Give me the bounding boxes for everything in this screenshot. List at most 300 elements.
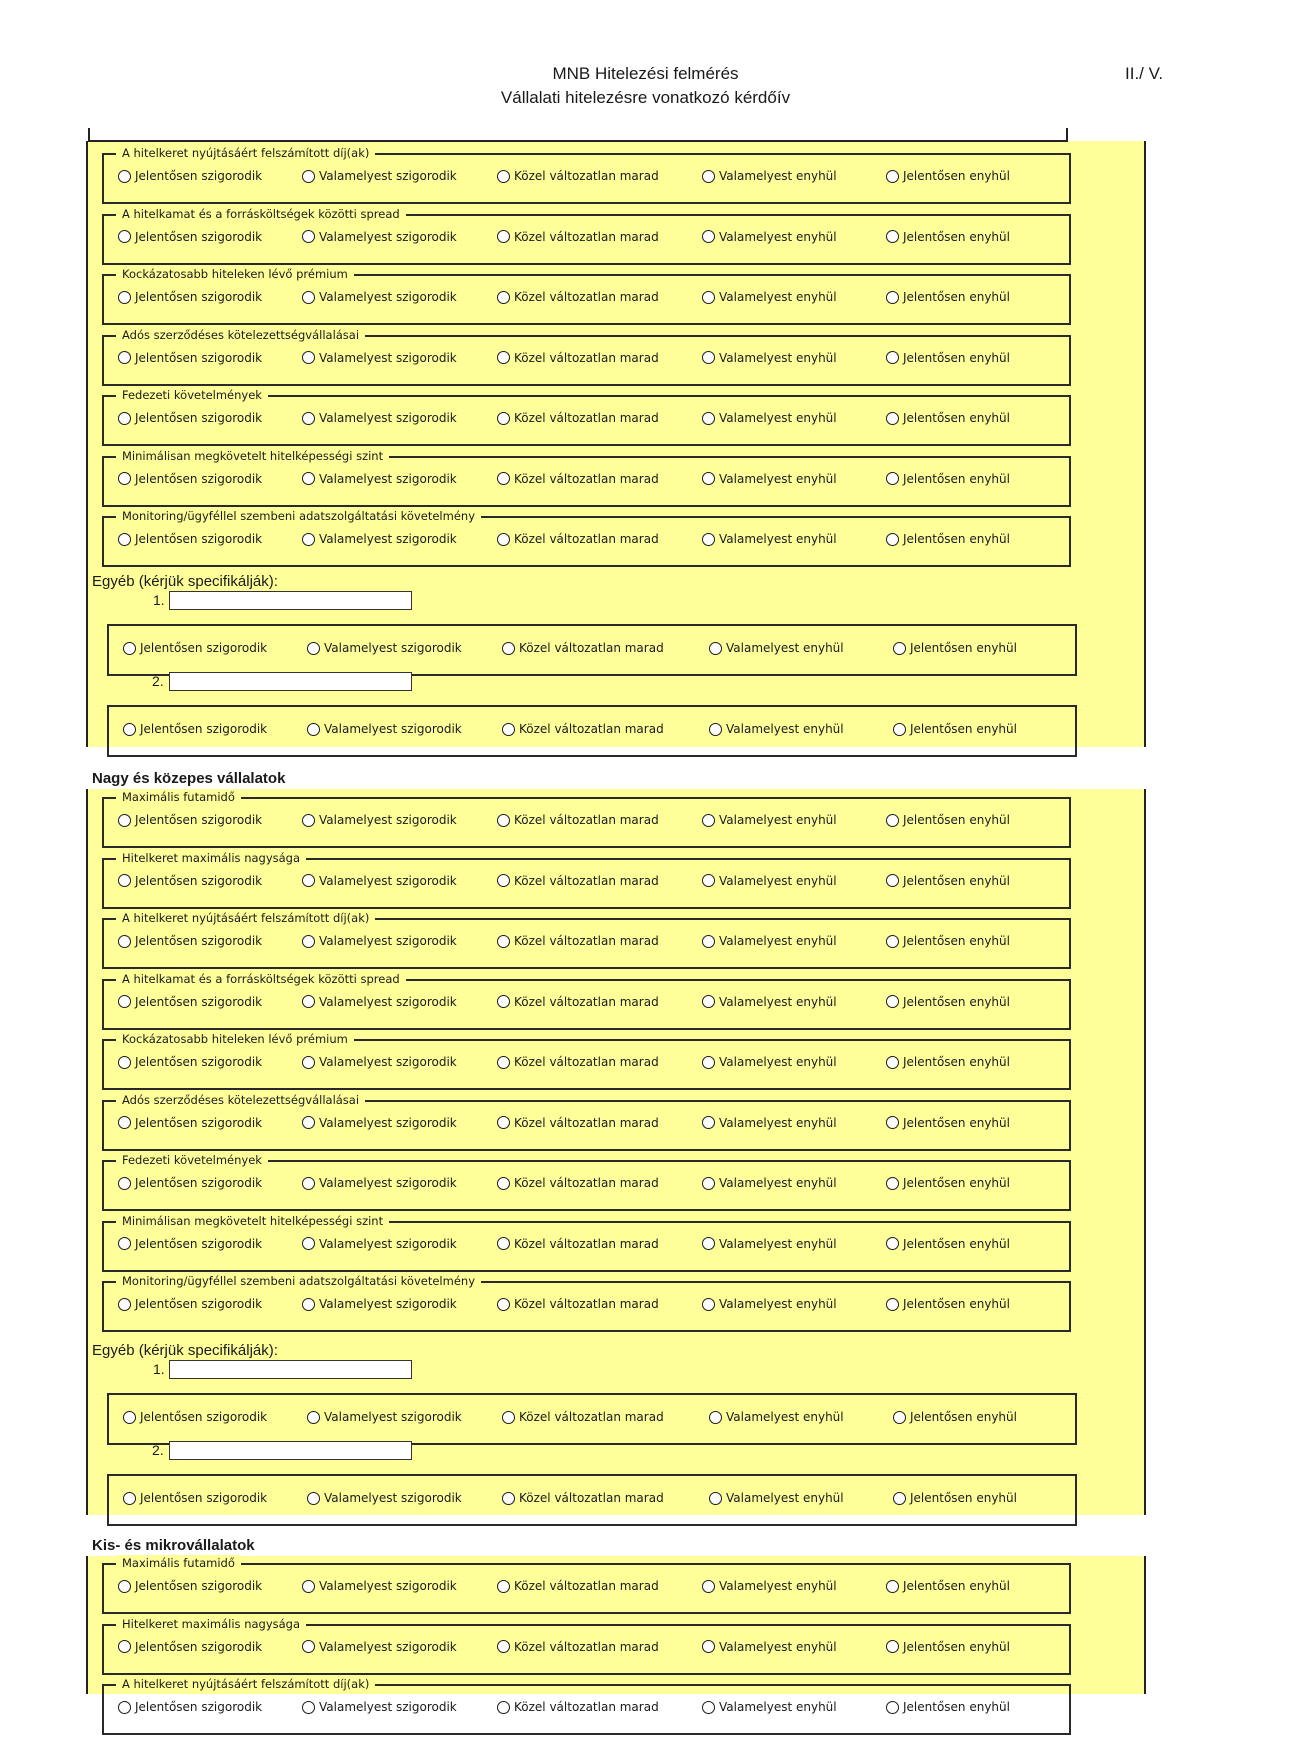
radio-option[interactable] xyxy=(497,932,659,950)
rating-group-legend: Fedezeti követelmények xyxy=(116,1152,268,1168)
radio-option[interactable] xyxy=(497,228,659,246)
radio-option-row xyxy=(118,1638,1061,1658)
radio-option[interactable] xyxy=(118,167,262,185)
radio-button-icon[interactable] xyxy=(886,533,899,546)
other-specify-label: Egyéb (kérjük specifikálják): xyxy=(92,573,278,590)
radio-button-icon[interactable] xyxy=(302,533,315,546)
radio-option[interactable] xyxy=(886,167,1010,185)
radio-option-label: Valamelyest enyhül xyxy=(719,1115,837,1130)
radio-option[interactable] xyxy=(702,167,837,185)
radio-button-icon[interactable] xyxy=(702,412,715,425)
radio-button-icon[interactable] xyxy=(497,291,510,304)
radio-button-icon[interactable] xyxy=(302,291,315,304)
radio-option[interactable] xyxy=(702,1053,837,1071)
radio-button-icon[interactable] xyxy=(302,472,315,485)
radio-option[interactable] xyxy=(886,1638,1010,1656)
radio-option[interactable] xyxy=(702,1174,837,1192)
radio-option[interactable] xyxy=(893,1408,1017,1426)
radio-button-icon[interactable] xyxy=(302,814,315,827)
radio-option-label: Valamelyest enyhül xyxy=(719,1297,837,1311)
other-specify-input[interactable] xyxy=(169,672,412,691)
radio-button-icon[interactable] xyxy=(497,533,510,546)
radio-button-icon[interactable] xyxy=(497,230,510,243)
radio-button-icon[interactable] xyxy=(497,814,510,827)
radio-option[interactable] xyxy=(702,1295,837,1313)
radio-button-icon[interactable] xyxy=(497,995,510,1008)
radio-button-icon[interactable] xyxy=(702,230,715,243)
radio-option[interactable] xyxy=(302,811,457,829)
radio-button-icon[interactable] xyxy=(302,1580,315,1593)
radio-option[interactable] xyxy=(302,1577,457,1595)
radio-button-icon[interactable] xyxy=(302,1701,315,1714)
radio-button-icon[interactable] xyxy=(307,1492,320,1505)
radio-button-icon[interactable] xyxy=(302,995,315,1008)
other-specify-input[interactable] xyxy=(169,591,412,610)
radio-option[interactable] xyxy=(302,1235,457,1253)
radio-option[interactable] xyxy=(886,288,1010,306)
radio-button-icon[interactable] xyxy=(497,874,510,887)
radio-option-label: Valamelyest enyhül xyxy=(726,1410,844,1424)
radio-option-label: Valamelyest szigorodik xyxy=(319,532,457,546)
radio-option[interactable] xyxy=(118,1638,262,1656)
radio-option[interactable] xyxy=(302,1698,457,1716)
radio-option[interactable] xyxy=(702,993,837,1011)
radio-option-label: Jelentősen szigorodik xyxy=(140,1410,268,1424)
radio-option[interactable] xyxy=(302,167,457,185)
radio-button-icon[interactable] xyxy=(886,412,899,425)
radio-button-icon[interactable] xyxy=(497,1298,510,1311)
radio-option-label: Valamelyest enyhül xyxy=(719,873,837,888)
radio-button-icon[interactable] xyxy=(886,1701,899,1714)
radio-button-icon[interactable] xyxy=(709,1411,722,1424)
radio-option-label: Jelentősen enyhül xyxy=(903,1700,1010,1714)
radio-option[interactable] xyxy=(307,639,462,657)
radio-button-icon[interactable] xyxy=(302,1177,315,1190)
radio-option[interactable] xyxy=(123,639,267,657)
radio-button-icon[interactable] xyxy=(886,291,899,304)
radio-option[interactable] xyxy=(702,288,837,306)
radio-option-label: Jelentősen enyhül xyxy=(903,532,1010,546)
rating-group xyxy=(102,146,1071,204)
radio-option[interactable] xyxy=(118,932,262,950)
radio-option-label: Valamelyest szigorodik xyxy=(319,873,457,888)
radio-button-icon[interactable] xyxy=(302,1298,315,1311)
radio-option-label: Jelentősen enyhül xyxy=(903,813,1010,827)
section-border-right xyxy=(1144,141,1146,747)
radio-button-icon[interactable] xyxy=(702,814,715,827)
radio-option[interactable] xyxy=(886,349,1010,367)
radio-option[interactable] xyxy=(302,1053,457,1071)
radio-option[interactable] xyxy=(702,1577,837,1595)
radio-option-label: Közel változatlan marad xyxy=(514,1579,659,1593)
radio-button-icon[interactable] xyxy=(502,642,515,655)
radio-option[interactable] xyxy=(497,811,659,829)
radio-button-icon[interactable] xyxy=(893,1492,906,1505)
radio-button-icon[interactable] xyxy=(886,874,899,887)
radio-button-icon[interactable] xyxy=(497,351,510,364)
radio-option[interactable] xyxy=(302,1114,457,1132)
radio-button-icon[interactable] xyxy=(118,1116,131,1129)
radio-button-icon[interactable] xyxy=(118,472,131,485)
radio-button-icon[interactable] xyxy=(118,814,131,827)
radio-button-icon[interactable] xyxy=(497,412,510,425)
radio-button-icon[interactable] xyxy=(123,1411,136,1424)
rating-group xyxy=(102,1274,1071,1332)
radio-button-icon[interactable] xyxy=(118,291,131,304)
other-specify-input[interactable] xyxy=(169,1441,412,1460)
radio-option[interactable] xyxy=(886,1174,1010,1192)
radio-option[interactable] xyxy=(702,932,837,950)
radio-option-row xyxy=(118,1174,1061,1194)
radio-option-label: Jelentősen szigorodik xyxy=(135,290,263,304)
radio-option[interactable] xyxy=(118,1174,262,1192)
radio-button-icon[interactable] xyxy=(307,642,320,655)
radio-option[interactable] xyxy=(118,470,262,488)
radio-option-row xyxy=(118,1053,1061,1073)
radio-option-row xyxy=(118,167,1061,187)
radio-button-icon[interactable] xyxy=(702,1298,715,1311)
radio-option[interactable] xyxy=(702,872,837,890)
radio-option[interactable] xyxy=(302,872,457,890)
radio-option[interactable] xyxy=(302,1174,457,1192)
radio-button-icon[interactable] xyxy=(118,1177,131,1190)
radio-button-icon[interactable] xyxy=(302,1237,315,1250)
rating-group xyxy=(102,388,1071,446)
radio-button-icon[interactable] xyxy=(118,351,131,364)
radio-button-icon[interactable] xyxy=(302,351,315,364)
radio-button-icon[interactable] xyxy=(118,995,131,1008)
radio-option[interactable] xyxy=(702,228,837,246)
radio-button-icon[interactable] xyxy=(123,642,136,655)
radio-option[interactable] xyxy=(123,720,267,738)
radio-option[interactable] xyxy=(497,470,659,488)
radio-option[interactable] xyxy=(886,470,1010,488)
radio-option[interactable] xyxy=(118,1295,262,1313)
radio-button-icon[interactable] xyxy=(893,723,906,736)
radio-button-icon[interactable] xyxy=(123,1492,136,1505)
radio-option[interactable] xyxy=(702,1638,837,1656)
radio-option[interactable] xyxy=(886,993,1010,1011)
radio-option-row xyxy=(123,639,1067,659)
rating-group-legend: Maximális futamidő xyxy=(116,1555,241,1571)
radio-button-icon[interactable] xyxy=(702,1056,715,1069)
radio-button-icon[interactable] xyxy=(118,533,131,546)
radio-button-icon[interactable] xyxy=(118,230,131,243)
radio-option[interactable] xyxy=(886,1295,1010,1313)
radio-option[interactable] xyxy=(497,1235,659,1253)
radio-option[interactable] xyxy=(497,1174,659,1192)
radio-option[interactable] xyxy=(709,720,844,738)
radio-button-icon[interactable] xyxy=(893,1411,906,1424)
radio-button-icon[interactable] xyxy=(702,874,715,887)
radio-option[interactable] xyxy=(123,1489,267,1507)
radio-option-label: Valamelyest szigorodik xyxy=(319,994,457,1009)
radio-option-label: Jelentősen szigorodik xyxy=(140,722,268,736)
radio-option[interactable] xyxy=(497,530,659,548)
radio-option[interactable] xyxy=(886,1577,1010,1595)
radio-option[interactable] xyxy=(118,288,262,306)
radio-option[interactable] xyxy=(118,228,262,246)
radio-option[interactable] xyxy=(886,1698,1010,1716)
radio-button-icon[interactable] xyxy=(886,1116,899,1129)
radio-option-label: Jelentősen enyhül xyxy=(910,1491,1017,1505)
radio-option-label: Valamelyest enyhül xyxy=(719,1236,837,1251)
radio-option-label: Közel változatlan marad xyxy=(514,229,659,244)
radio-button-icon[interactable] xyxy=(886,814,899,827)
radio-option[interactable] xyxy=(497,993,659,1011)
radio-option-label: Valamelyest szigorodik xyxy=(324,1410,462,1424)
radio-option[interactable] xyxy=(886,811,1010,829)
radio-option[interactable] xyxy=(118,409,262,427)
radio-option[interactable] xyxy=(123,1408,267,1426)
radio-button-icon[interactable] xyxy=(497,170,510,183)
radio-button-icon[interactable] xyxy=(497,1116,510,1129)
radio-option[interactable] xyxy=(702,409,837,427)
radio-option[interactable] xyxy=(893,639,1017,657)
radio-option[interactable] xyxy=(302,470,457,488)
radio-option[interactable] xyxy=(702,1698,837,1716)
radio-button-icon[interactable] xyxy=(497,1056,510,1069)
radio-option[interactable] xyxy=(497,349,659,367)
radio-option-label: Valamelyest enyhül xyxy=(719,471,837,486)
other-specify-input[interactable] xyxy=(169,1360,412,1379)
radio-button-icon[interactable] xyxy=(497,1640,510,1653)
radio-option[interactable] xyxy=(702,1235,837,1253)
radio-option[interactable] xyxy=(118,872,262,890)
radio-option[interactable] xyxy=(118,530,262,548)
radio-option-label: Közel változatlan marad xyxy=(519,641,664,655)
radio-option[interactable] xyxy=(302,530,457,548)
radio-button-icon[interactable] xyxy=(502,1411,515,1424)
radio-option[interactable] xyxy=(497,409,659,427)
radio-option[interactable] xyxy=(502,1408,664,1426)
radio-button-icon[interactable] xyxy=(302,1056,315,1069)
radio-option[interactable] xyxy=(118,811,262,829)
radio-option[interactable] xyxy=(302,932,457,950)
radio-option-label: Valamelyest szigorodik xyxy=(319,471,457,486)
radio-option[interactable] xyxy=(709,639,844,657)
radio-option[interactable] xyxy=(118,349,262,367)
radio-button-icon[interactable] xyxy=(702,1177,715,1190)
radio-button-icon[interactable] xyxy=(502,723,515,736)
radio-option[interactable] xyxy=(302,288,457,306)
radio-button-icon[interactable] xyxy=(886,170,899,183)
radio-button-icon[interactable] xyxy=(118,1056,131,1069)
radio-option[interactable] xyxy=(307,1408,462,1426)
radio-button-icon[interactable] xyxy=(302,874,315,887)
other-rating-group xyxy=(107,705,1077,757)
radio-option[interactable] xyxy=(497,1053,659,1071)
radio-option-row xyxy=(118,1698,1061,1718)
radio-option-label: Jelentősen enyhül xyxy=(903,411,1010,425)
radio-option-label: Valamelyest szigorodik xyxy=(319,1297,457,1311)
radio-button-icon[interactable] xyxy=(118,1640,131,1653)
radio-option[interactable] xyxy=(702,811,837,829)
radio-option[interactable] xyxy=(307,720,462,738)
radio-button-icon[interactable] xyxy=(893,642,906,655)
radio-button-icon[interactable] xyxy=(118,170,131,183)
radio-button-icon[interactable] xyxy=(118,1298,131,1311)
radio-option-label: Valamelyest enyhül xyxy=(719,1055,837,1069)
radio-button-icon[interactable] xyxy=(702,1116,715,1129)
radio-option[interactable] xyxy=(302,228,457,246)
radio-button-icon[interactable] xyxy=(886,1640,899,1653)
radio-option[interactable] xyxy=(497,1698,659,1716)
radio-button-icon[interactable] xyxy=(886,935,899,948)
radio-option[interactable] xyxy=(502,639,664,657)
radio-button-icon[interactable] xyxy=(302,1640,315,1653)
radio-button-icon[interactable] xyxy=(886,351,899,364)
radio-button-icon[interactable] xyxy=(702,1640,715,1653)
radio-option-label: Jelentősen enyhül xyxy=(903,229,1010,244)
radio-option[interactable] xyxy=(118,1577,262,1595)
radio-option[interactable] xyxy=(709,1408,844,1426)
rating-group xyxy=(102,971,1071,1030)
radio-option[interactable] xyxy=(886,228,1010,246)
radio-button-icon[interactable] xyxy=(702,170,715,183)
radio-option[interactable] xyxy=(886,872,1010,890)
radio-option[interactable] xyxy=(302,349,457,367)
radio-button-icon[interactable] xyxy=(702,1580,715,1593)
radio-option-label: Közel változatlan marad xyxy=(514,1115,659,1130)
radio-button-icon[interactable] xyxy=(702,1701,715,1714)
radio-option[interactable] xyxy=(502,1489,664,1507)
radio-button-icon[interactable] xyxy=(118,874,131,887)
radio-option[interactable] xyxy=(118,993,262,1011)
radio-button-icon[interactable] xyxy=(302,935,315,948)
radio-button-icon[interactable] xyxy=(123,723,136,736)
radio-option[interactable] xyxy=(893,1489,1017,1507)
radio-option-label: Jelentősen enyhül xyxy=(903,1176,1010,1190)
radio-option[interactable] xyxy=(886,1235,1010,1253)
radio-button-icon[interactable] xyxy=(702,1237,715,1250)
radio-option-label: Közel változatlan marad xyxy=(514,934,659,948)
radio-button-icon[interactable] xyxy=(886,230,899,243)
radio-button-icon[interactable] xyxy=(118,1237,131,1250)
radio-option-row xyxy=(118,470,1061,490)
radio-button-icon[interactable] xyxy=(307,723,320,736)
radio-option-row xyxy=(118,811,1061,831)
radio-option-label: Valamelyest enyhül xyxy=(719,1639,837,1654)
radio-button-icon[interactable] xyxy=(886,472,899,485)
radio-option[interactable] xyxy=(497,167,659,185)
radio-option[interactable] xyxy=(886,409,1010,427)
radio-button-icon[interactable] xyxy=(302,1116,315,1129)
radio-button-icon[interactable] xyxy=(886,995,899,1008)
radio-option[interactable] xyxy=(497,872,659,890)
radio-option[interactable] xyxy=(502,720,664,738)
previous-group-end xyxy=(88,128,1068,142)
radio-button-icon[interactable] xyxy=(702,995,715,1008)
radio-option-row xyxy=(118,932,1061,952)
radio-button-icon[interactable] xyxy=(886,1580,899,1593)
radio-option-label: Közel változatlan marad xyxy=(514,813,659,827)
radio-option-label: Valamelyest enyhül xyxy=(719,290,837,304)
rating-group xyxy=(102,790,1071,848)
radio-button-icon[interactable] xyxy=(118,412,131,425)
section-heading: Nagy és közepes vállalatok xyxy=(92,770,286,787)
radio-button-icon[interactable] xyxy=(702,351,715,364)
radio-button-icon[interactable] xyxy=(886,1056,899,1069)
radio-option[interactable] xyxy=(497,288,659,306)
radio-option[interactable] xyxy=(702,530,837,548)
radio-button-icon[interactable] xyxy=(497,935,510,948)
rating-group-legend: A hitelkeret nyújtásáért felszámított díj(ak) xyxy=(116,910,375,926)
radio-button-icon[interactable] xyxy=(497,472,510,485)
radio-button-icon[interactable] xyxy=(302,230,315,243)
radio-button-icon[interactable] xyxy=(118,1580,131,1593)
radio-option[interactable] xyxy=(709,1489,844,1507)
radio-button-icon[interactable] xyxy=(702,291,715,304)
radio-option[interactable] xyxy=(307,1489,462,1507)
rating-group-legend: A hitelkamat és a forrásköltségek közötti spread xyxy=(116,971,406,987)
radio-option[interactable] xyxy=(497,1114,659,1132)
radio-button-icon[interactable] xyxy=(118,935,131,948)
radio-option-label: Közel változatlan marad xyxy=(514,1055,659,1069)
radio-option-label: Jelentősen szigorodik xyxy=(135,350,263,365)
page-header xyxy=(0,62,1291,110)
radio-button-icon[interactable] xyxy=(702,935,715,948)
radio-option[interactable] xyxy=(497,1638,659,1656)
radio-option-row xyxy=(118,1577,1061,1597)
radio-option-label: Valamelyest szigorodik xyxy=(319,350,457,365)
radio-option-label: Valamelyest szigorodik xyxy=(319,1236,457,1251)
radio-button-icon[interactable] xyxy=(302,170,315,183)
survey-subtitle: Vállalati hitelezésre vonatkozó kérdőív xyxy=(500,88,791,107)
radio-option[interactable] xyxy=(302,993,457,1011)
radio-button-icon[interactable] xyxy=(502,1492,515,1505)
radio-option[interactable] xyxy=(893,720,1017,738)
radio-button-icon[interactable] xyxy=(886,1237,899,1250)
radio-option[interactable] xyxy=(886,932,1010,950)
radio-option[interactable] xyxy=(302,1638,457,1656)
radio-option-label: Valamelyest enyhül xyxy=(719,994,837,1009)
rating-group xyxy=(102,1677,1071,1735)
radio-button-icon[interactable] xyxy=(118,1701,131,1714)
radio-option[interactable] xyxy=(886,530,1010,548)
radio-option[interactable] xyxy=(118,1053,262,1071)
radio-button-icon[interactable] xyxy=(497,1237,510,1250)
radio-button-icon[interactable] xyxy=(702,472,715,485)
radio-option[interactable] xyxy=(702,1114,837,1132)
radio-option[interactable] xyxy=(118,1698,262,1716)
radio-option[interactable] xyxy=(702,470,837,488)
radio-option-label: Közel változatlan marad xyxy=(514,350,659,365)
radio-button-icon[interactable] xyxy=(886,1177,899,1190)
radio-option[interactable] xyxy=(118,1235,262,1253)
radio-button-icon[interactable] xyxy=(497,1580,510,1593)
radio-option[interactable] xyxy=(497,1577,659,1595)
radio-option[interactable] xyxy=(118,1114,262,1132)
radio-button-icon[interactable] xyxy=(709,723,722,736)
radio-button-icon[interactable] xyxy=(886,1298,899,1311)
radio-button-icon[interactable] xyxy=(709,1492,722,1505)
radio-button-icon[interactable] xyxy=(302,412,315,425)
radio-option-label: Jelentősen enyhül xyxy=(903,1055,1010,1069)
radio-option[interactable] xyxy=(302,409,457,427)
radio-option[interactable] xyxy=(702,349,837,367)
radio-option[interactable] xyxy=(886,1053,1010,1071)
radio-button-icon[interactable] xyxy=(307,1411,320,1424)
radio-option-label: Valamelyest enyhül xyxy=(719,1579,837,1593)
radio-option[interactable] xyxy=(302,1295,457,1313)
radio-button-icon[interactable] xyxy=(497,1177,510,1190)
radio-option[interactable] xyxy=(886,1114,1010,1132)
radio-button-icon[interactable] xyxy=(709,642,722,655)
radio-button-icon[interactable] xyxy=(702,533,715,546)
radio-option[interactable] xyxy=(497,1295,659,1313)
radio-button-icon[interactable] xyxy=(497,1701,510,1714)
